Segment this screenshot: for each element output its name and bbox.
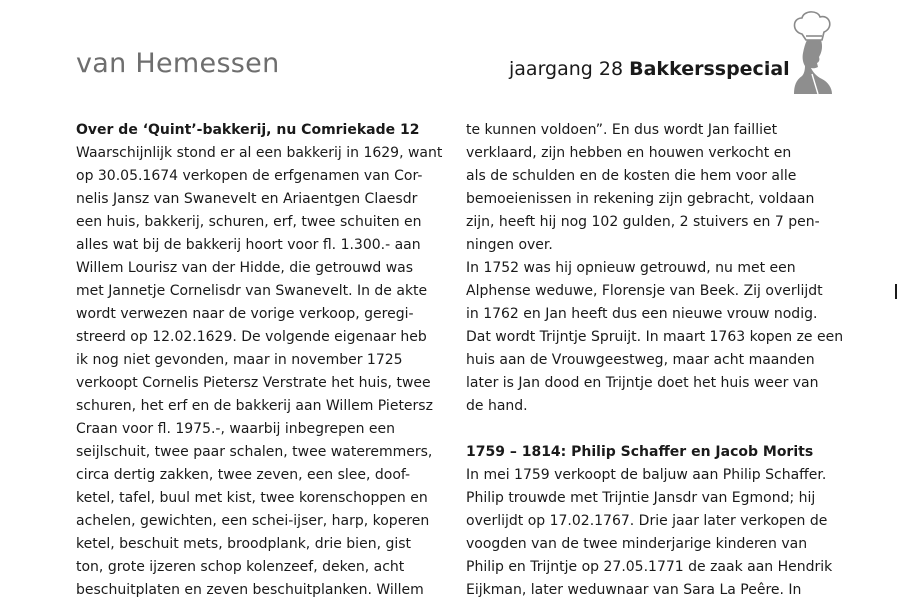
text-line: nelis Jansz van Swanevelt en Ariaentgen Claesdr xyxy=(76,191,418,207)
text-line: circa dertig zakken, twee zeven, een slee, doof- xyxy=(76,467,411,483)
text-line: seijlschuit, twee paar schalen, twee wateremmers, xyxy=(76,444,433,460)
text-line: bemoeienissen in rekening zijn gebracht, voldaan xyxy=(466,191,815,207)
text-line: overlijdt op 17.02.1767. Drie jaar later verkopen de xyxy=(466,513,828,529)
text-line: In mei 1759 verkoopt de baljuw aan Philip Schaffer. xyxy=(466,467,827,483)
text-line: huis aan de Vrouwgeestweg, maar acht maanden xyxy=(466,352,815,368)
text-line: later is Jan dood en Trijntje doet het huis weer van xyxy=(466,375,819,391)
text-line: ningen over. xyxy=(466,237,553,253)
text-line: als de schulden en de kosten die hem voor alle xyxy=(466,168,797,184)
text-line: Eijkman, later weduwnaar van Sara La Peêre. In xyxy=(466,582,802,598)
text-line: ton, grote ijzeren schop kolenzeef, deken, acht xyxy=(76,559,405,575)
issue-label: jaargang 28 xyxy=(509,58,624,80)
text-line: streerd op 12.02.1629. De volgende eigenaar heb xyxy=(76,329,427,345)
text-line: Alphense weduwe, Florensje van Beek. Zij overlijdt xyxy=(466,283,823,299)
text-line: ketel, beschuit mets, broodplank, drie bien, gist xyxy=(76,536,412,552)
text-line: Waarschijnlijk stond er al een bakkerij in 1629, want xyxy=(76,145,443,161)
section-heading-2: 1759 – 1814: Philip Schaffer en Jacob Morits xyxy=(466,444,814,460)
text-line: Dat wordt Trijntje Spruijt. In maart 1763 kopen ze een xyxy=(466,329,844,345)
right-column xyxy=(466,119,844,602)
text-line: voogden van de twee minderjarige kinderen van xyxy=(466,536,808,552)
text-line: met Jannetje Cornelisdr van Swanevelt. In de akte xyxy=(76,283,428,299)
text-line: op 30.05.1674 verkopen de erfgenamen van Cor- xyxy=(76,168,423,184)
text-line: beschuitplaten en zeven beschuitplanken. Willem xyxy=(76,582,424,598)
text-line: verkoopt Cornelis Pietersz Verstrate het huis, twee xyxy=(76,375,431,391)
text-line: schuren, het erf en de bakkerij aan Willem Pietersz xyxy=(76,398,433,414)
special-label: Bakkersspecial xyxy=(629,58,790,80)
text-line: in 1762 en Jan heeft dus een nieuwe vrouw nodig. xyxy=(466,306,818,322)
text-line: In 1752 was hij opnieuw getrouwd, nu met een xyxy=(466,260,796,276)
text-line: Philip trouwde met Trijntie Jansdr van Egmond; hij xyxy=(466,490,816,506)
section-heading: Over de ‘Quint’-bakkerij, nu Comriekade 12 xyxy=(76,122,420,138)
right-paragraph-2 xyxy=(466,464,833,602)
baker-chef-silhouette-icon xyxy=(780,8,840,94)
right-paragraph-1 xyxy=(466,119,844,418)
text-line: Willem Lourisz van der Hidde, die getrouwd was xyxy=(76,260,414,276)
text-line: alles wat bij de bakkerij hoort voor fl. 1.300.- aan xyxy=(76,237,421,253)
text-line: de hand. xyxy=(466,398,528,414)
text-line: zijn, heeft hij nog 102 gulden, 2 stuivers en 7 pen- xyxy=(466,214,820,230)
text-line: te kunnen voldoen”. En dus wordt Jan failliet xyxy=(466,122,778,138)
text-line: een huis, bakkerij, schuren, erf, twee schuiten en xyxy=(76,214,422,230)
page-header-name: van Hemessen xyxy=(76,48,280,79)
left-column xyxy=(76,119,443,602)
page-header-issue xyxy=(509,58,790,80)
text-line: achelen, gewichten, een schei-ijser, harp, koperen xyxy=(76,513,430,529)
text-line: Philip en Trijntje op 27.05.1771 de zaak aan Hendrik xyxy=(466,559,833,575)
text-line: wordt verwezen naar de vorige verkoop, geregi- xyxy=(76,306,414,322)
text-line: ketel, tafel, buul met kist, twee korenschoppen en xyxy=(76,490,428,506)
left-paragraph xyxy=(76,142,443,602)
text-line: ik nog niet gevonden, maar in november 1725 xyxy=(76,352,403,368)
text-line: verklaard, zijn hebben en houwen verkocht en xyxy=(466,145,792,161)
text-cursor xyxy=(895,284,897,299)
text-line: Craan voor fl. 1975.-, waarbij inbegrepen een xyxy=(76,421,395,437)
paragraph-gap xyxy=(466,418,818,441)
